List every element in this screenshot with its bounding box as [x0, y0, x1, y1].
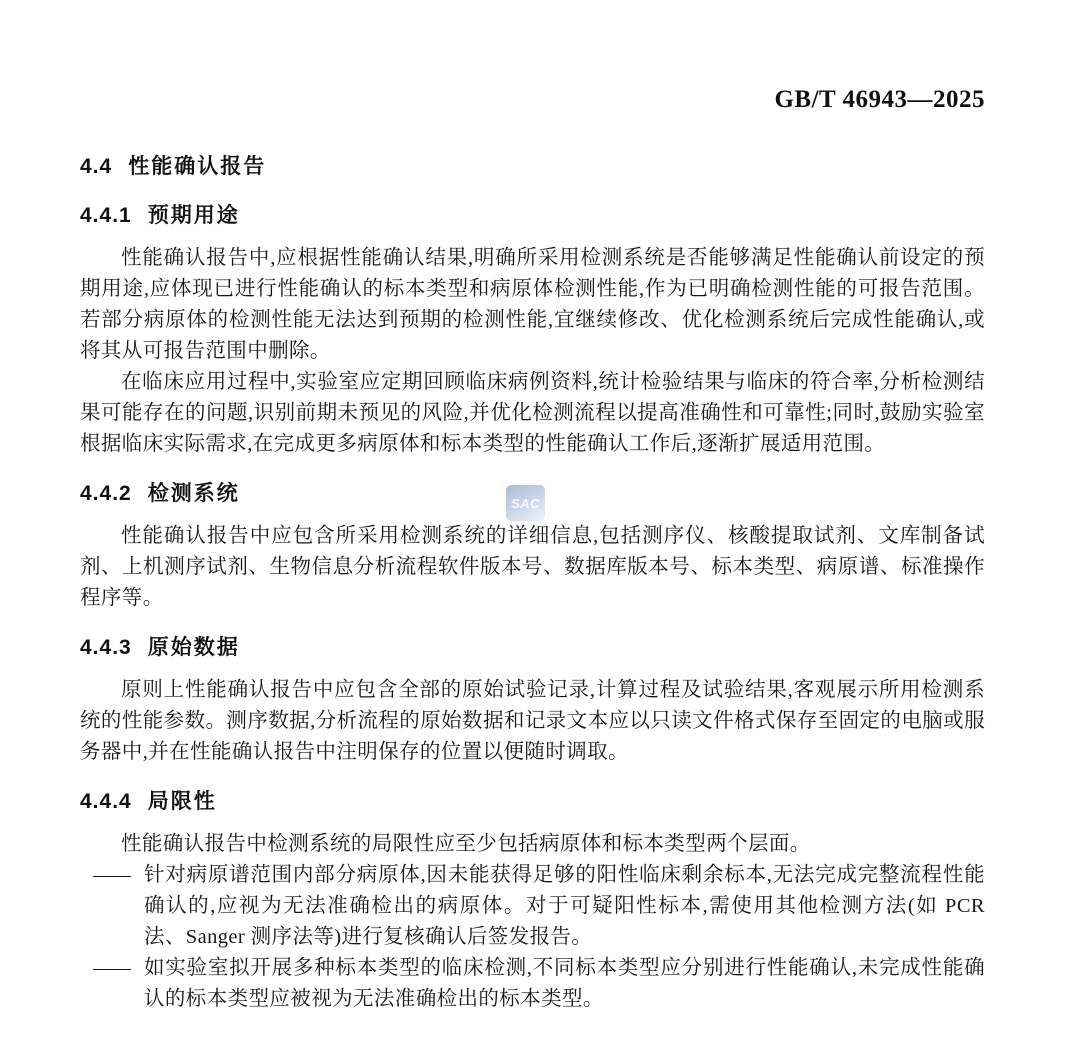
heading-title: 检测系统	[147, 482, 240, 505]
bullet-text: 针对病原谱范围内部分病原体,因未能获得足够的阳性临床剩余标本,无法完成完整流程性能确认的,应视为无法准确检出的病原体。对于可疑阳性标本,需使用其他检测方法(如 PCR 法、Sanger 测序法等)进行复核确认后签发报告。	[144, 864, 985, 948]
bullet-dash: ——	[93, 957, 128, 979]
heading-number: 4.4.2	[80, 482, 132, 505]
section-heading-4-4-4	[80, 786, 985, 817]
section-heading-4-4	[80, 151, 985, 182]
paragraph-detection-system: 性能确认报告中应包含所采用检测系统的详细信息,包括测序仪、核酸提取试剂、文库制备试剂、上机测序试剂、生物信息分析流程软件版本号、数据库版本号、标本类型、病原谱、标准操作程序等。	[80, 525, 985, 609]
heading-title: 预期用途	[147, 204, 240, 227]
section-heading-4-4-2	[80, 478, 985, 509]
section-heading-4-4-3	[80, 632, 985, 663]
heading-number: 4.4.1	[80, 204, 132, 227]
bullet-text: 如实验室拟开展多种标本类型的临床检测,不同标本类型应分别进行性能确认,未完成性能确认的标本类型应被视为无法准确检出的标本类型。	[144, 957, 985, 1010]
heading-title: 性能确认报告	[128, 155, 267, 178]
heading-title: 原始数据	[147, 636, 240, 659]
paragraph-intended-use-1: 性能确认报告中,应根据性能确认结果,明确所采用检测系统是否能够满足性能确认前设定的预期用途,应体现已进行性能确认的标本类型和病原体检测性能,作为已明确检测性能的可报告范围。若部分病原体的检测性能无法达到预期的检测性能,宜继续修改、优化检测系统后完成性能确认,或将其从可报告范围中删除。	[80, 247, 985, 362]
bullet-item-pathogen-limitation	[80, 860, 985, 953]
bullet-dash: ——	[93, 864, 128, 886]
paragraph-intended-use-2: 在临床应用过程中,实验室应定期回顾临床病例资料,统计检验结果与临床的符合率,分析检测结果可能存在的问题,识别前期未预见的风险,并优化检测流程以提高准确性和可靠性;同时,鼓励实验室根据临床实际需求,在完成更多病原体和标本类型的性能确认工作后,逐渐扩展适用范围。	[80, 371, 985, 455]
heading-number: 4.4	[80, 155, 113, 178]
sac-watermark-text: SAC	[511, 495, 540, 511]
heading-number: 4.4.3	[80, 636, 132, 659]
standard-number: GB/T 46943—2025	[774, 86, 985, 113]
heading-title: 局限性	[147, 790, 217, 813]
heading-number: 4.4.4	[80, 790, 132, 813]
paragraph-limitations-intro: 性能确认报告中检测系统的局限性应至少包括病原体和标本类型两个层面。	[121, 833, 811, 855]
page-content	[80, 0, 985, 1015]
paragraph-raw-data: 原则上性能确认报告中应包含全部的原始试验记录,计算过程及试验结果,客观展示所用检测系统的性能参数。测序数据,分析流程的原始数据和记录文本应以只读文件格式保存至固定的电脑或服务器中,并在性能确认报告中注明保存的位置以便随时调取。	[80, 679, 985, 763]
section-heading-4-4-1	[80, 200, 985, 231]
bullet-item-specimen-limitation	[80, 953, 985, 1015]
